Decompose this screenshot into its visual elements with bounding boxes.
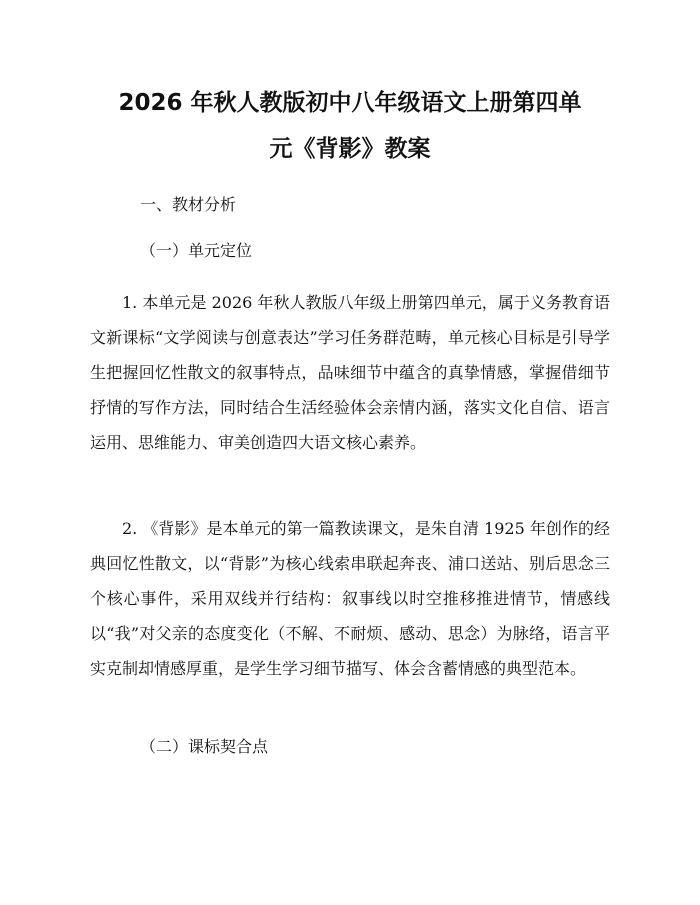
section-heading-textbook-analysis: 一、教材分析 — [140, 195, 237, 214]
paragraph-text-introduction: 2. 《背影》是本单元的第一篇教读课文，是朱自清 1925 年创作的经典回忆性散文，以“背影”为核心线索串联起奔丧、浦口送站、别后思念三个核心事件，采用双线并行结构：叙事线以时空推移推进情节，情感线以“我”对父亲的态度变化（不解、不耐烦、感动、思念）为脉络，语言平实克制却情感厚重，是学生学习细节描写、体会含蓄情感的典型范本。 — [90, 519, 610, 678]
subsection-heading-unit-positioning: （一）单元定位 — [140, 241, 253, 260]
document-title-line-2: 元《背影》教案 — [269, 136, 431, 162]
subsection-heading-curriculum-alignment: （二）课标契合点 — [140, 737, 269, 756]
paragraph-unit-positioning: 1. 本单元是 2026 年秋人教版八年级上册第四单元，属于义务教育语文新课标“文学阅读与创意表达”学习任务群范畴，单元核心目标是引导学生把握回忆性散文的叙事特点，品味细节中蕴含的真挚情感，掌握借细节抒情的写作方法，同时结合生活经验体会亲情内涵，落实文化自信、语言运用、思维能力、审美创造四大语文核心素养。 — [90, 293, 610, 452]
document-title-line-1: 2026 年秋人教版初中八年级语文上册第四单 — [118, 90, 582, 116]
